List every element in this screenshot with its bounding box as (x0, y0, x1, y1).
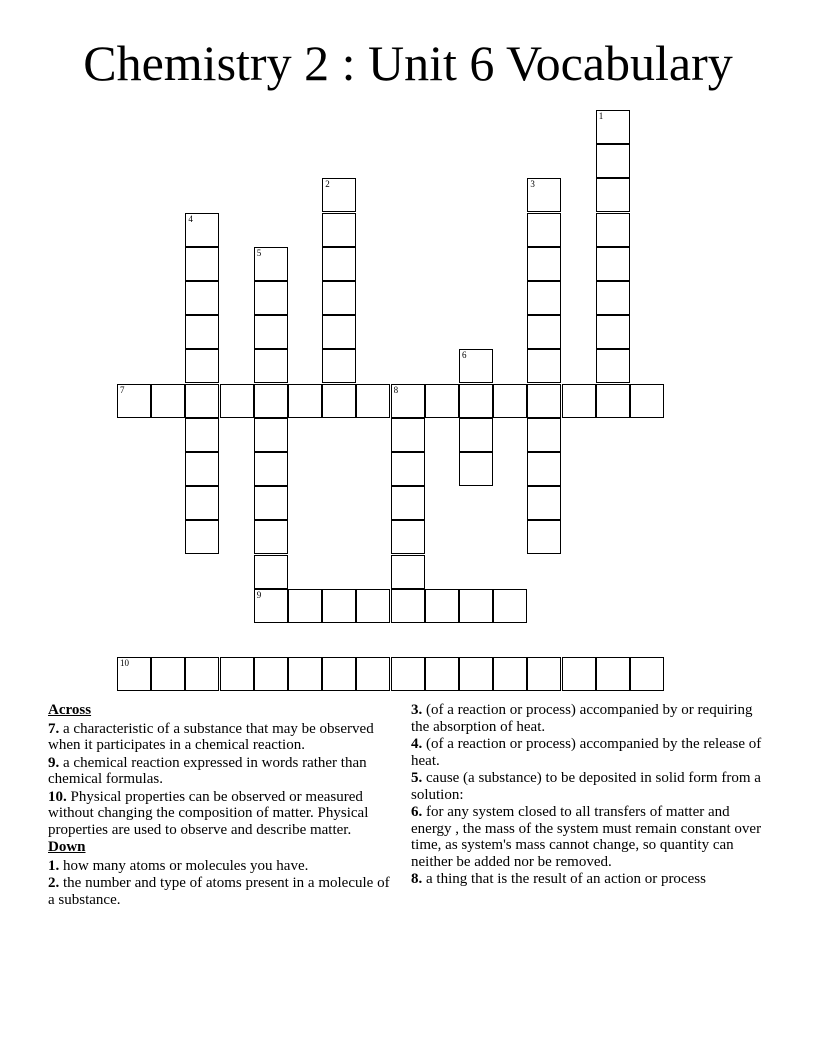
grid-cell[interactable] (288, 589, 322, 623)
grid-cell[interactable] (254, 555, 288, 589)
clue-number: 9. (48, 754, 60, 771)
clue-number: 7. (48, 720, 60, 737)
grid-cell[interactable] (596, 315, 630, 349)
clue-text: (of a reaction or process) accompanied by or requiring the absorption of heat. (411, 702, 753, 735)
grid-cell[interactable] (254, 486, 288, 520)
clue-number: 6. (411, 804, 423, 820)
grid-cell[interactable] (596, 384, 630, 418)
cell-number: 7 (120, 384, 125, 395)
clue-across-10 (48, 789, 398, 839)
cell-number: 10 (120, 658, 129, 669)
grid-cell[interactable] (630, 384, 664, 418)
grid-cell[interactable] (288, 657, 322, 691)
grid-cell[interactable] (254, 520, 288, 554)
grid-cell[interactable] (527, 452, 561, 486)
clue-down-6 (411, 804, 773, 870)
grid-cell[interactable] (527, 281, 561, 315)
grid-cell[interactable] (459, 349, 493, 383)
clue-across-7 (48, 721, 398, 754)
grid-cell[interactable] (527, 418, 561, 452)
grid-cell[interactable] (254, 589, 288, 623)
grid-cell[interactable] (322, 384, 356, 418)
grid-cell[interactable] (459, 418, 493, 452)
grid-cell[interactable] (117, 657, 151, 691)
grid-cell[interactable] (596, 247, 630, 281)
cell-number: 4 (188, 213, 193, 224)
grid-cell[interactable] (185, 520, 219, 554)
grid-cell[interactable] (185, 349, 219, 383)
grid-cell[interactable] (596, 110, 630, 144)
grid-cell[interactable] (596, 349, 630, 383)
clue-across-9 (48, 755, 398, 788)
grid-cell[interactable] (391, 486, 425, 520)
cell-number: 1 (598, 111, 604, 121)
grid-cell[interactable] (185, 213, 219, 247)
clue-number: 5. (411, 770, 423, 786)
grid-cell[interactable] (356, 384, 390, 418)
grid-cell[interactable] (322, 213, 356, 247)
grid-cell[interactable] (630, 657, 664, 691)
grid-cell[interactable] (185, 452, 219, 486)
clue-text: a chemical reaction expressed in words rather than chemical formulas. (48, 754, 367, 787)
clue-number: 10. (48, 788, 67, 805)
grid-cell[interactable] (493, 384, 527, 418)
grid-cell[interactable] (254, 349, 288, 383)
grid-cell[interactable] (185, 418, 219, 452)
clue-down-8 (411, 871, 773, 888)
grid-cell[interactable] (596, 144, 630, 178)
grid-cell[interactable] (459, 589, 493, 623)
grid-cell[interactable] (288, 384, 322, 418)
grid-cell[interactable] (527, 349, 561, 383)
grid-cell[interactable] (356, 589, 390, 623)
clue-text: how many atoms or molecules you have. (59, 857, 309, 874)
grid-cell[interactable] (527, 486, 561, 520)
grid-cell[interactable] (459, 384, 493, 418)
grid-cell[interactable] (322, 247, 356, 281)
cell-number: 5 (256, 247, 262, 258)
grid-cell[interactable] (254, 281, 288, 315)
grid-cell[interactable] (562, 657, 596, 691)
grid-cell[interactable] (151, 657, 185, 691)
grid-cell[interactable] (254, 657, 288, 691)
grid-cell[interactable] (220, 384, 254, 418)
cell-number: 2 (325, 179, 330, 190)
grid-cell[interactable] (391, 418, 425, 452)
grid-cell[interactable] (425, 589, 459, 623)
grid-cell[interactable] (322, 281, 356, 315)
grid-cell[interactable] (185, 486, 219, 520)
grid-cell[interactable] (117, 384, 151, 418)
clue-number: 8. (411, 871, 423, 887)
grid-cell[interactable] (185, 657, 219, 691)
cell-number: 9 (256, 589, 262, 600)
grid-cell[interactable] (527, 384, 561, 418)
clue-text: (of a reaction or process) accompanied by the release of heat. (411, 736, 762, 769)
grid-cell[interactable] (596, 281, 630, 315)
grid-cell[interactable] (254, 384, 288, 418)
down-heading: Down (48, 839, 86, 855)
grid-cell[interactable] (322, 349, 356, 383)
grid-cell[interactable] (562, 384, 596, 418)
clue-text: the number and type of atoms present in a molecule of a substance. (48, 875, 390, 908)
clue-text: for any system closed to all transfers of matter and energy , the mass of the system must remain constant over time, as system's mass cannot change, so quantity can neither be added nor be removed. (411, 804, 762, 870)
grid-cell[interactable] (527, 178, 561, 212)
grid-cell[interactable] (254, 452, 288, 486)
grid-cell[interactable] (527, 315, 561, 349)
grid-cell[interactable] (356, 657, 390, 691)
clue-text: a thing that is the result of an action or process (422, 871, 706, 887)
clue-down-2 (48, 875, 398, 908)
clue-down-4 (411, 736, 773, 769)
clue-number: 3. (411, 702, 423, 718)
grid-cell[interactable] (220, 657, 254, 691)
grid-cell[interactable] (527, 213, 561, 247)
clue-number: 1. (48, 857, 60, 874)
grid-cell[interactable] (596, 178, 630, 212)
grid-cell[interactable] (254, 418, 288, 452)
clue-text: cause (a substance) to be deposited in solid form from a solution: (411, 770, 761, 803)
grid-cell[interactable] (459, 452, 493, 486)
grid-cell[interactable] (391, 589, 425, 623)
clue-down-3 (411, 702, 773, 735)
clue-down-5 (411, 770, 773, 803)
grid-cell[interactable] (254, 315, 288, 349)
clue-number: 4. (411, 736, 423, 752)
cell-number: 6 (462, 350, 467, 361)
clue-number: 2. (48, 875, 60, 891)
grid-cell[interactable] (391, 555, 425, 589)
grid-cell[interactable] (596, 657, 630, 691)
grid-cell[interactable] (596, 213, 630, 247)
grid-cell[interactable] (527, 520, 561, 554)
grid-cell[interactable] (322, 657, 356, 691)
clue-down-1 (48, 858, 398, 875)
grid-cell[interactable] (185, 384, 219, 418)
clue-text: Physical properties can be observed or measured without changing the composition of matter. Physical properties are used to observe and describe matter. (48, 788, 369, 838)
cell-number: 3 (530, 179, 535, 190)
clues-left-column (48, 702, 398, 909)
grid-cell[interactable] (459, 657, 493, 691)
grid-cell[interactable] (391, 452, 425, 486)
grid-cell[interactable] (185, 281, 219, 315)
page-title: Chemistry 2 : Unit 6 Vocabulary (83, 35, 733, 91)
grid-cell[interactable] (322, 178, 356, 212)
grid-cell[interactable] (322, 315, 356, 349)
grid-cell[interactable] (527, 657, 561, 691)
grid-cell[interactable] (493, 589, 527, 623)
grid-cell[interactable] (527, 247, 561, 281)
grid-cell[interactable] (254, 247, 288, 281)
grid-cell[interactable] (151, 384, 185, 418)
grid-cell[interactable] (322, 589, 356, 623)
clue-text: a characteristic of a substance that may be observed when it participates in a chemical reaction. (48, 720, 374, 753)
grid-cell[interactable] (185, 315, 219, 349)
grid-cell[interactable] (425, 657, 459, 691)
grid-cell[interactable] (425, 384, 459, 418)
clues-right-column (411, 702, 773, 889)
grid-cell[interactable] (391, 657, 425, 691)
grid-cell[interactable] (185, 247, 219, 281)
grid-cell[interactable] (391, 520, 425, 554)
grid-cell[interactable] (391, 384, 425, 418)
grid-cell[interactable] (493, 657, 527, 691)
across-heading: Across (48, 702, 92, 718)
cell-number: 8 (393, 384, 399, 395)
